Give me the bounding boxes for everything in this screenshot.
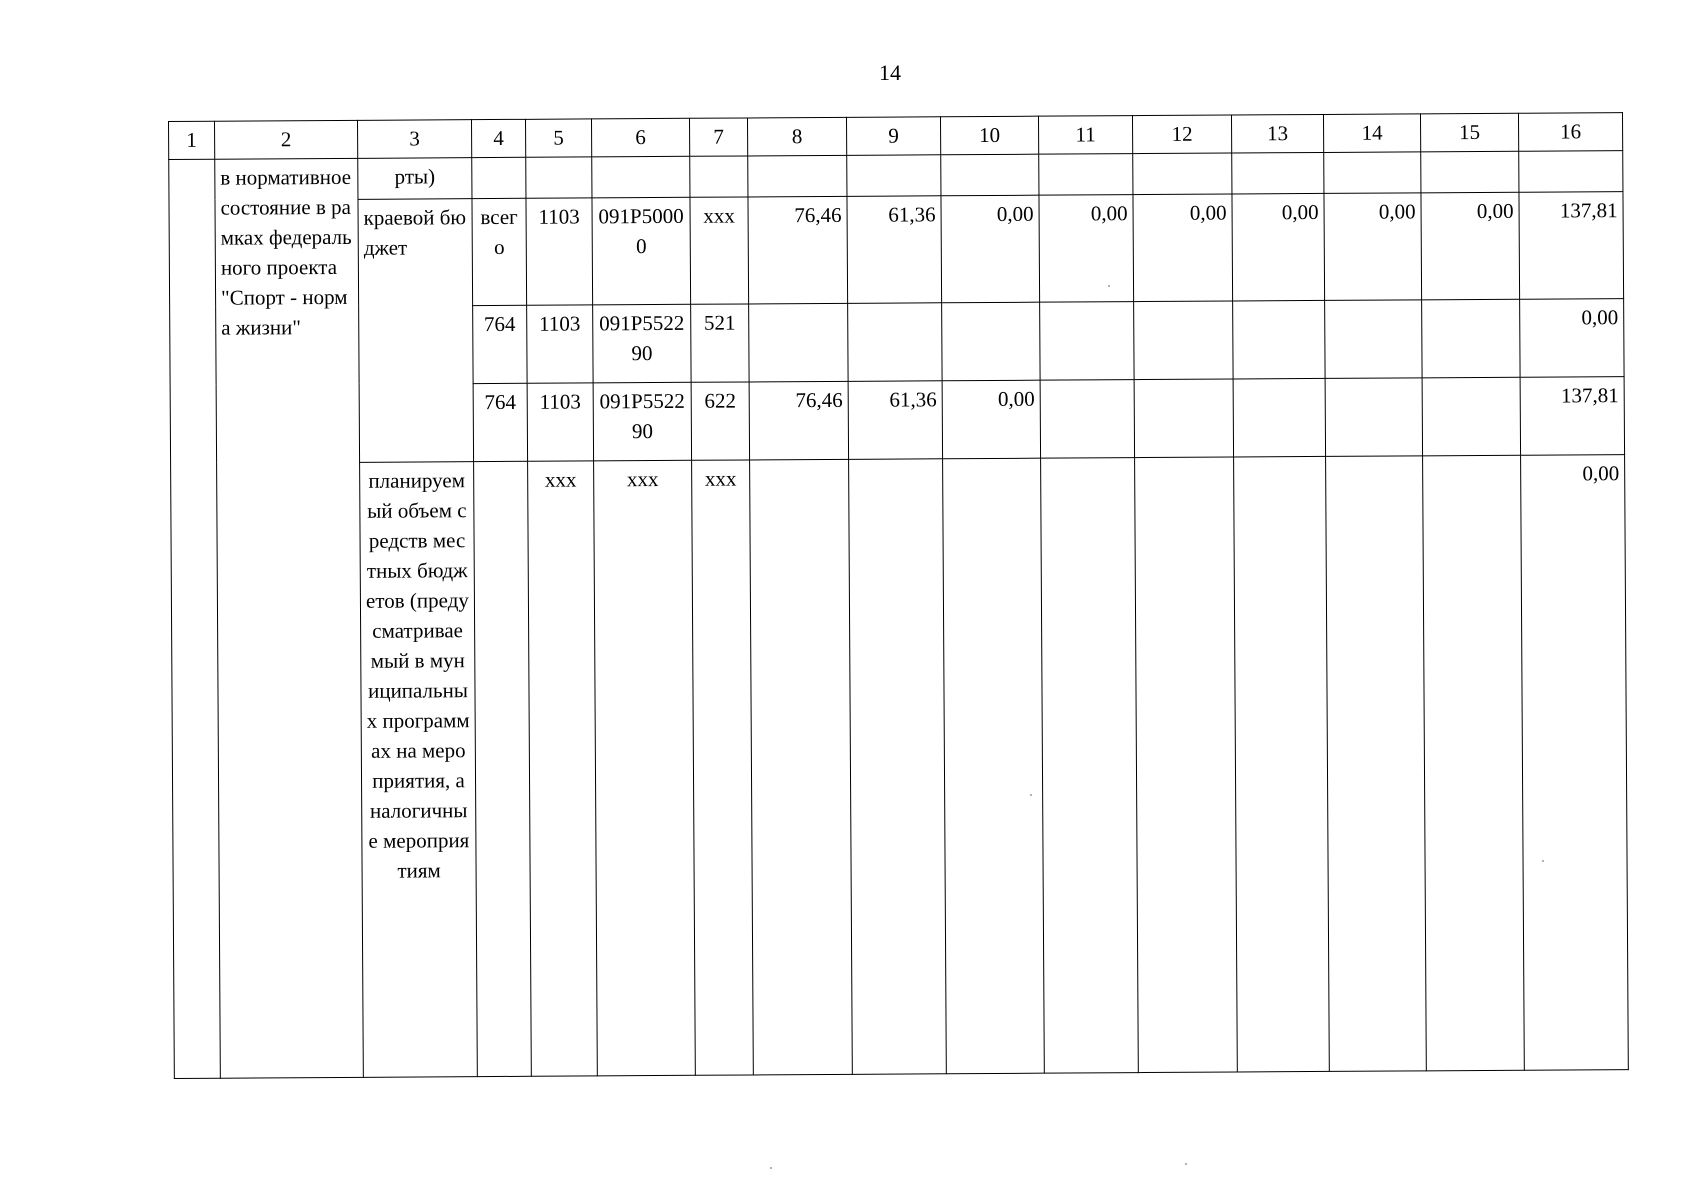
scan-speck <box>770 1167 772 1169</box>
cell-c4: 764 <box>473 383 527 461</box>
column-number-6: 6 <box>591 118 689 157</box>
column-number-5: 5 <box>525 119 591 157</box>
cell-c16: 137,81 <box>1520 376 1624 455</box>
cell-c10: 0,00 <box>941 195 1040 302</box>
scan-speck <box>1542 860 1544 862</box>
scan-speck <box>1185 1163 1187 1165</box>
page-number: 14 <box>879 60 901 85</box>
budget-table <box>168 112 1629 1079</box>
column-number-4: 4 <box>471 119 525 157</box>
cell-c16: 137,81 <box>1519 192 1624 299</box>
column-number-1: 1 <box>169 121 215 159</box>
cell-c9: 61,36 <box>848 380 942 459</box>
cell-c5: ххх <box>528 460 598 1076</box>
funding-source-kraevoy: краевой бюджет <box>358 199 474 462</box>
cell-c7: ххх <box>690 197 749 304</box>
cell-c6: 091P552290 <box>593 304 691 383</box>
cell-c11: 0,00 <box>1039 195 1134 302</box>
table-row <box>171 454 1629 1078</box>
cell-c5: 1103 <box>527 305 593 383</box>
column-number-16: 16 <box>1518 113 1622 152</box>
row-number-cell <box>169 159 221 1078</box>
cell-c4: всего <box>472 198 527 305</box>
cell-c6: ххх <box>594 460 696 1076</box>
cell-c16: 0,00 <box>1520 298 1624 377</box>
cell-c9: 61,36 <box>847 196 942 303</box>
cell-c7: 521 <box>691 304 749 382</box>
cell-c5: 1103 <box>527 382 593 460</box>
cell-c10: 0,00 <box>942 380 1040 459</box>
cell-c16: 0,00 <box>1521 454 1629 1070</box>
cell-c15: 0,00 <box>1421 192 1520 299</box>
funding-source-local: планируемый объем средств местных бюджетов (предусматриваемый в муниципальных программах на мероприятия, аналогичные мероприятиям <box>360 461 478 1077</box>
table-row <box>169 192 1624 308</box>
cell-c5: 1103 <box>526 198 593 305</box>
cell-c7: 622 <box>691 382 749 460</box>
cell-c6: 091P552290 <box>593 382 691 461</box>
column-number-9: 9 <box>846 117 940 156</box>
column-number-10: 10 <box>940 116 1038 155</box>
cell-c4: 764 <box>473 305 527 383</box>
column-number-3: 3 <box>357 120 471 159</box>
column-number-8: 8 <box>747 117 846 156</box>
cell-c13: 0,00 <box>1232 193 1325 300</box>
event-name-cell: в нормативное состояние в рамках федерального проекта "Спорт - норма жизни" <box>215 158 364 1078</box>
column-number-12: 12 <box>1132 115 1231 154</box>
scan-speck <box>1108 285 1110 287</box>
cell-c7: ххх <box>692 459 754 1075</box>
column-number-2: 2 <box>215 120 358 159</box>
column-number-15: 15 <box>1420 113 1518 152</box>
cell-c6: 091P50000 <box>592 197 691 304</box>
cell-c8: 76,46 <box>749 381 848 460</box>
cell-c14: 0,00 <box>1324 193 1422 300</box>
cell-c12: 0,00 <box>1133 194 1233 301</box>
column-number-7: 7 <box>689 118 747 156</box>
scan-speck <box>1030 794 1032 796</box>
funding-source-continued: рты) <box>358 158 472 200</box>
column-number-11: 11 <box>1038 116 1132 155</box>
column-number-13: 13 <box>1231 114 1323 152</box>
column-number-14: 14 <box>1323 114 1420 153</box>
cell-c8: 76,46 <box>748 196 848 303</box>
